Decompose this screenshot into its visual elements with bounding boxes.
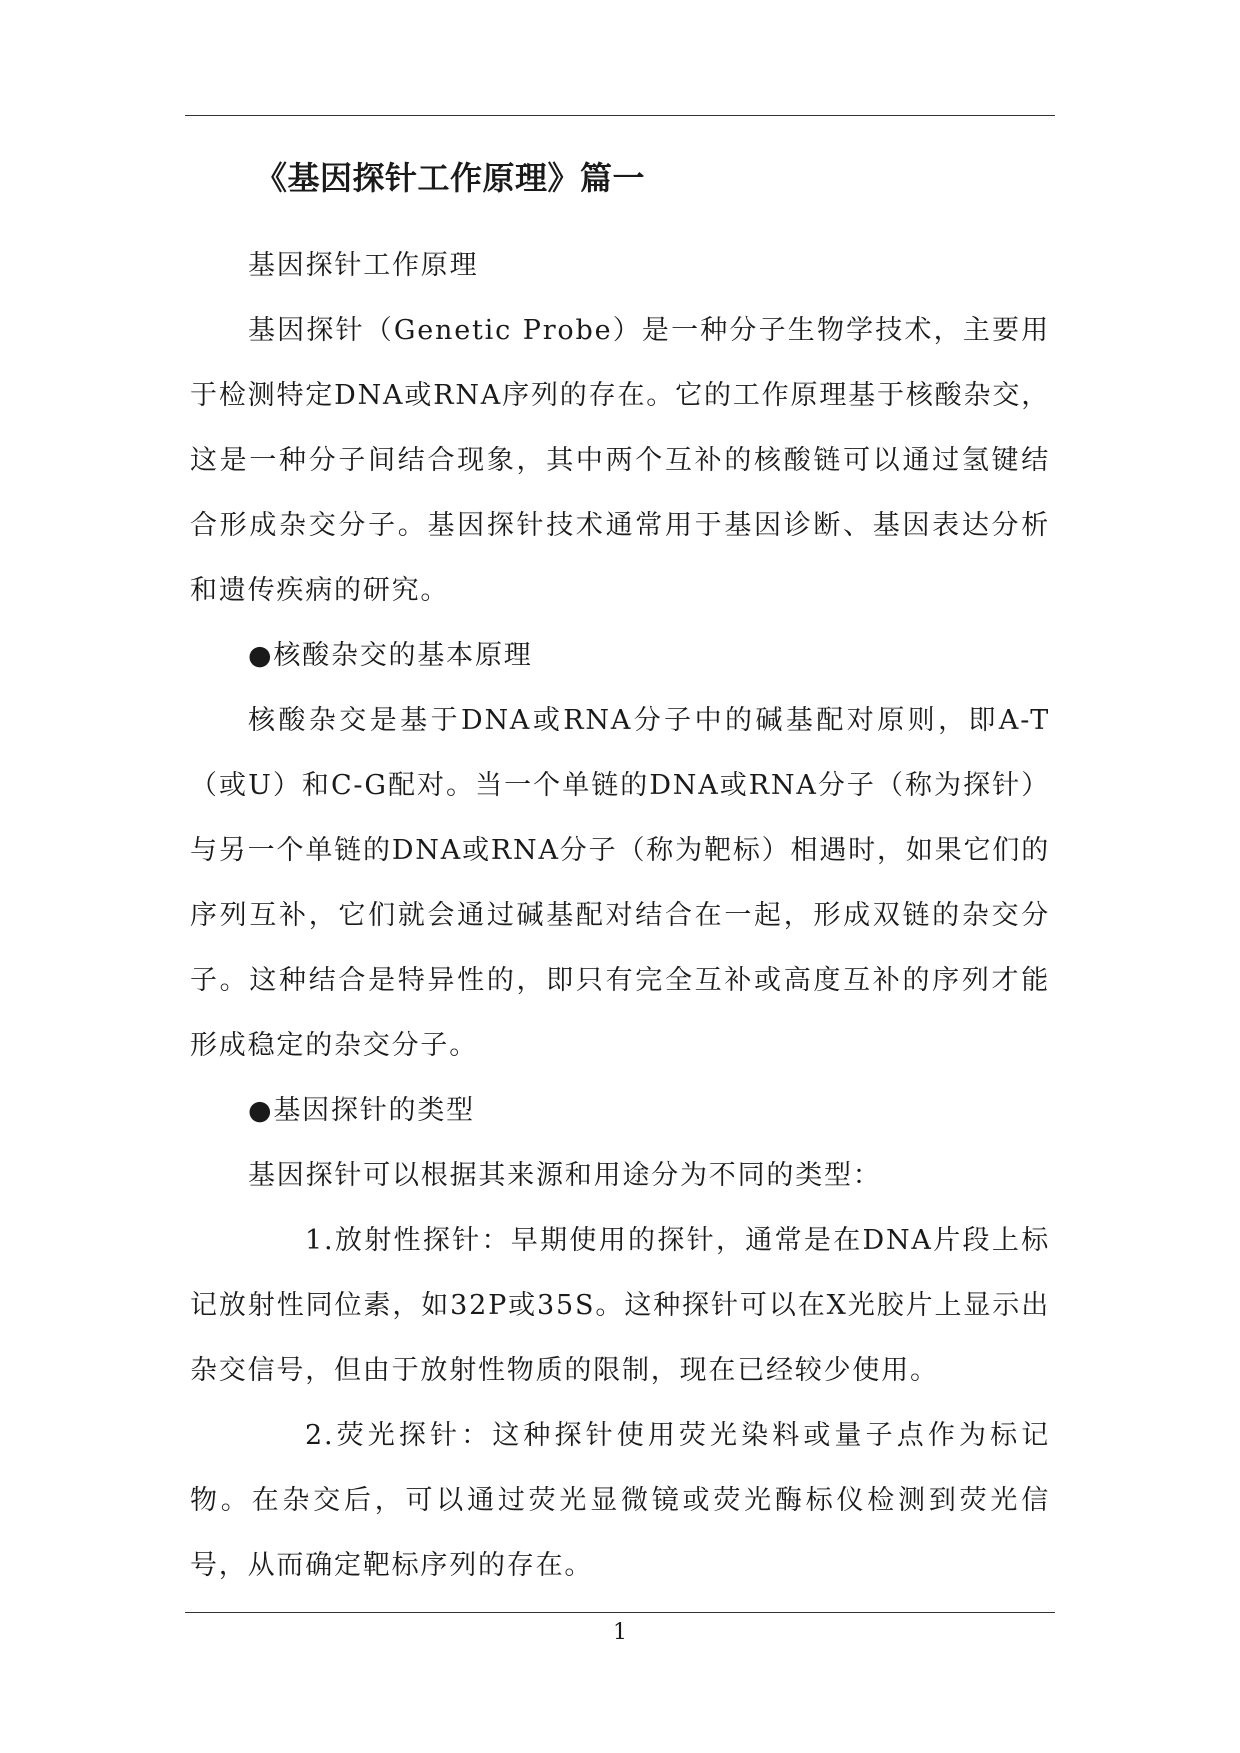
footer-rule bbox=[185, 1612, 1055, 1613]
header-rule bbox=[185, 115, 1055, 116]
list-item: 2.荧光探针：这种探针使用荧光染料或量子点作为标记物。在杂交后，可以通过荧光显微镜或荧光酶标仪检测到荧光信号，从而确定靶标序列的存在。 bbox=[190, 1420, 1050, 1581]
body-paragraph: 基因探针可以根据其来源和用途分为不同的类型： bbox=[248, 1160, 882, 1191]
document-body bbox=[190, 233, 1050, 1598]
body-paragraph: 核酸杂交是基于DNA或RNA分子中的碱基配对原则，即A-T（或U）和C-G配对。当一个单链的DNA或RNA分子（称为探针）与另一个单链的DNA或RNA分子（称为靶标）相遇时，如果它们的序列互补，它们就会通过碱基配对结合在一起，形成双链的杂交分子。这种结合是特异性的，即只有完全互补或高度互补的序列才能形成稳定的杂交分子。 bbox=[190, 705, 1050, 1061]
section-heading: 基因探针工作原理 bbox=[248, 250, 479, 281]
body-paragraph: 基因探针（Genetic Probe）是一种分子生物学技术，主要用于检测特定DNA或RNA序列的存在。它的工作原理基于核酸杂交，这是一种分子间结合现象，其中两个互补的核酸链可以通过氢键结合形成杂交分子。基因探针技术通常用于基因诊断、基因表达分析和遗传疾病的研究。 bbox=[190, 315, 1050, 606]
page-number: 1 bbox=[613, 1620, 627, 1645]
list-item: 1.放射性探针：早期使用的探针，通常是在DNA片段上标记放射性同位素，如32P或35S。这种探针可以在X光胶片上显示出杂交信号，但由于放射性物质的限制，现在已经较少使用。 bbox=[190, 1225, 1050, 1386]
bullet-heading: ●基因探针的类型 bbox=[248, 1095, 475, 1126]
document-title: 《基因探针工作原理》篇一 bbox=[255, 159, 646, 197]
bullet-heading: ●核酸杂交的基本原理 bbox=[248, 640, 533, 671]
